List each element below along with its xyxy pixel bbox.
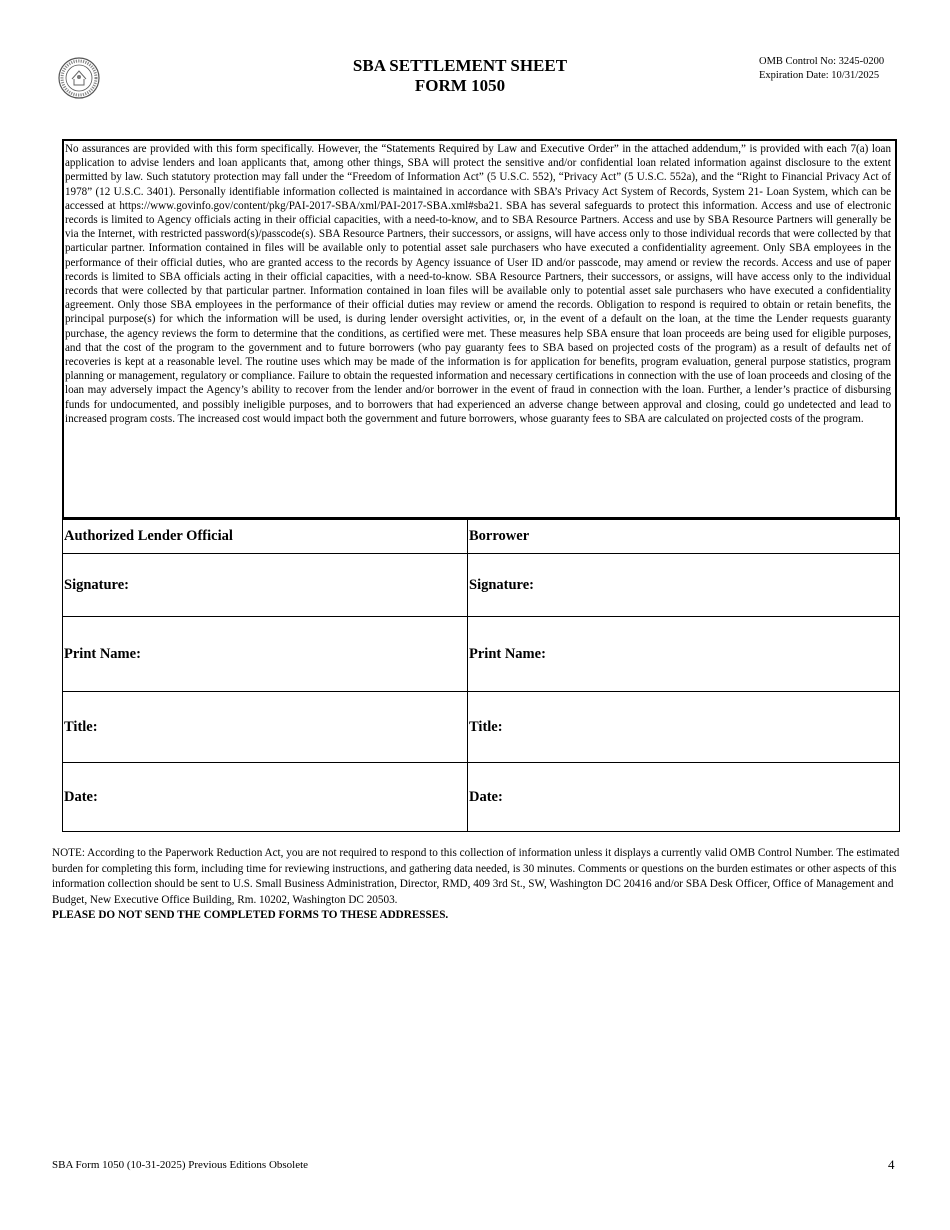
omb-expiration-date: Expiration Date: 10/31/2025: [759, 70, 880, 81]
lender-column-header: Authorized Lender Official: [63, 519, 468, 554]
form-title-line1: SBA SETTLEMENT SHEET: [352, 56, 568, 75]
form-title-line2: FORM 1050: [414, 76, 506, 95]
borrower-print-name-field[interactable]: Print Name:: [468, 617, 900, 692]
lender-signature-field[interactable]: Signature:: [63, 554, 468, 617]
paperwork-reduction-note: [52, 846, 900, 924]
borrower-signature-field[interactable]: Signature:: [468, 554, 900, 617]
note-text: NOTE: According to the Paperwork Reduction Act, you are not required to respond to this collection of information unless it displays a currently valid OMB Control Number. The estimated burden for completing this form, including time for reviewing instructions, and gathering data needed, is 30 minutes. Comments or questions on the burden estimates or other aspects of this information collection should be sent to U.S. Small Business Administration, Director, RMD, 409 3rd St., SW, Washington DC 20416 and/or SBA Desk Officer, Office of Management and Budget, New Executive Office Building, Rm. 10202, Washington DC 20503.: [52, 847, 900, 906]
page-number: 4: [888, 1157, 895, 1172]
lender-title-field[interactable]: Title:: [63, 692, 468, 763]
privacy-statement-box: [62, 139, 897, 517]
borrower-title-field[interactable]: Title:: [468, 692, 900, 763]
form-title: [300, 56, 620, 96]
borrower-column-header: Borrower: [468, 519, 900, 554]
footer-form-id: SBA Form 1050 (10-31-2025) Previous Editions Obsolete: [52, 1159, 309, 1171]
note-warning: PLEASE DO NOT SEND THE COMPLETED FORMS TO THESE ADDRESSES.: [52, 909, 449, 921]
signature-table: [62, 517, 900, 832]
omb-control-number: OMB Control No: 3245-0200: [759, 56, 885, 67]
privacy-statement-text: No assurances are provided with this form specifically. However, the “Statements Required by Law and Executive Order” in the attached addendum,” is provided with each 7(a) loan application to advise lenders and loan applicants that, among other things, SBA will protect the sensitive and/or confidential loan related information against disclosure to the extent permitted by law. Such statutory protection may fall under the “Freedom of Information Act” (5 U.S.C. 552), “Privacy Act” (5 U.S.C. 552a), and the “Right to Financial Privacy Act of 1978” (12 U.S.C. 3401). Personally identifiable information collected is maintained in accordance with SBA’s Privacy Act System of Records, System 21- Loan System, which can be accessed at https://www.govinfo.gov/content/pkg/PAI-2017-SBA/xml/PAI-2017-SBA.xml#sba21. SBA has several safeguards to protect this information. Access and use of electronic records is limited to Agency officials acting in their official capacities, with a need-to-know, and to SBA Resource Partners. Access and use by SBA Resource Partners will generally be via the Internet, with restricted password(s)/passcode(s). SBA Resource Partners, their successors, or assigns, will have access only to those individual records that were collected by that particular partner. Information contained in files will be available only to potential asset sale purchasers who have executed a confidentiality agreement. Only SBA employees in the performance of their official duties, who are granted access to the records by Agency issuance of User ID and/or passcode, may amend or review the records. Access and use of paper records is limited to SBA officials acting in their official capacities, with a need-to-know. SBA Resource Partners, their successors, or assigns, will have access only to the individual records that were collected by that particular partner. Information contained in loan files will be available only to potential asset sale purchasers who have executed a confidentiality agreement. Only those SBA employees in the performance of their official duties may review or amend the records. Obligation to respond is required to obtain or retain benefits, the principal purpose(s) for which the information will be used, is during lender oversight activities, or, in the event of a default on the loan, at the time the Lender requests guaranty purchase, the agency reviews the form to determine that the conditions, as certified were met. These measures help SBA ensure that loan proceeds are being used for eligible purposes, and that the cost of the program to the government and to future borrowers (who pay guaranty fees to SBA based on projected costs of the program) as a result of defaults net of recoveries is kept at a reasonable level. The routine uses which may be made of the information is for application for benefits, program evaluation, general purpose statistics, program planning or management, regulatory or compliance. Failure to obtain the requested information and necessary certifications in connection with the use of loan proceeds and closing of the loan may adversely impact the Agency’s ability to recover from the lender and/or borrower in the event of fraud in connection with the loan. Further, a lender’s practice of disbursing funds for undocumented, and possibly ineligible purposes, and to borrowers that had experienced an adverse change between approval and closing, could go undetected and lead to increased program costs. The increased cost would impact both the government and future borrowers, whose guaranty fees to SBA are calculated on projected costs of the program.: [65, 143, 891, 425]
lender-print-name-field[interactable]: Print Name:: [63, 617, 468, 692]
lender-date-field[interactable]: Date:: [63, 763, 468, 832]
sba-seal-logo: [58, 57, 100, 99]
borrower-date-field[interactable]: Date:: [468, 763, 900, 832]
omb-info: [759, 55, 884, 83]
